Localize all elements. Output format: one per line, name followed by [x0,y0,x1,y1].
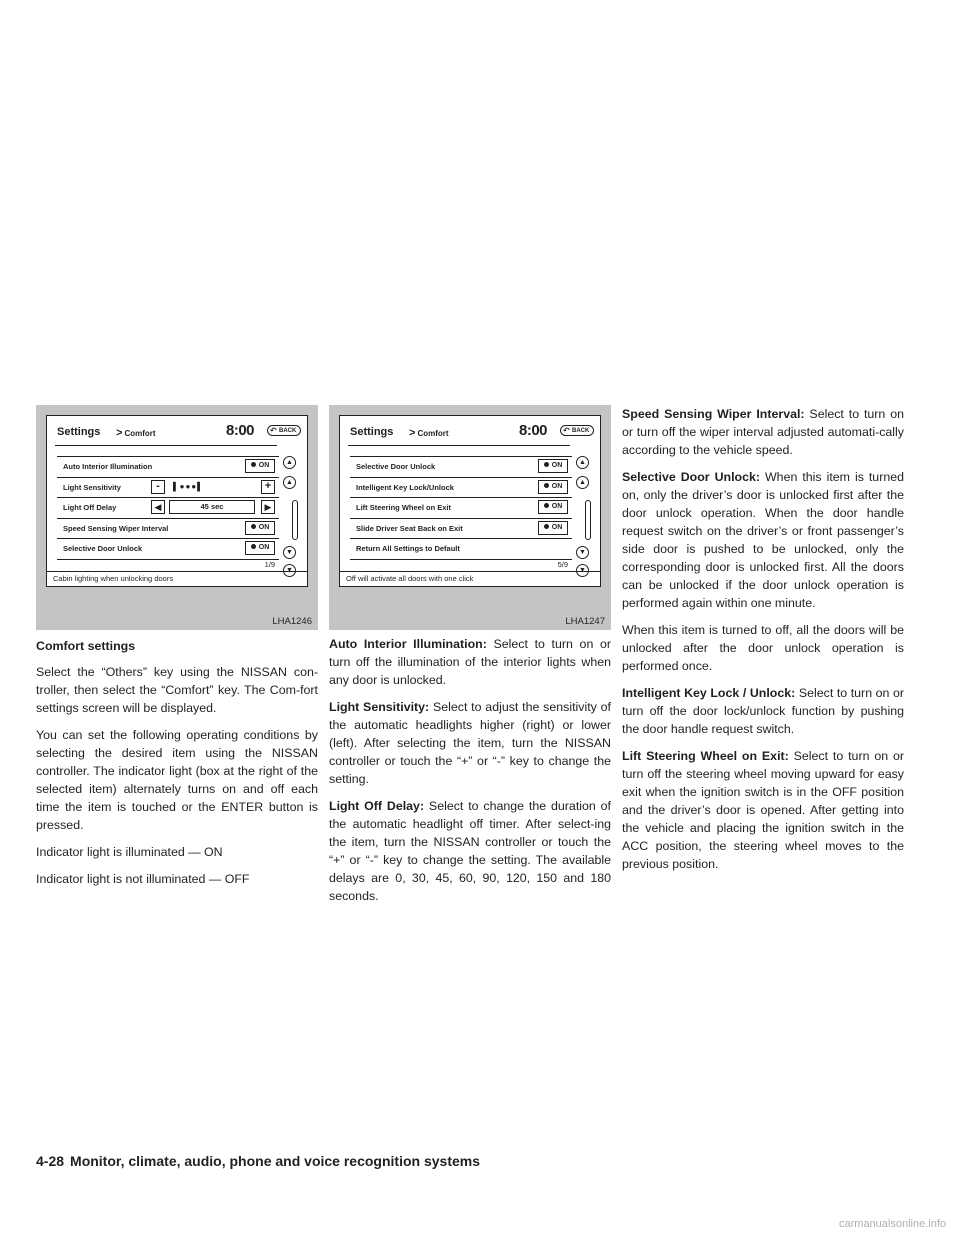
on-label: ON [551,503,563,510]
screen-header [47,416,307,444]
scroll-up-icon[interactable]: ▲ [283,476,296,489]
list-item[interactable] [350,456,572,478]
description: Select to change the duration of the automatic headlight off timer. After select-ing the item, turn the NISSAN controller or touch the “+” or “-” key to change the setting. The available delays are 0, 30, 45, 60, 90, 120, 150 and 180 seconds. [329,799,611,903]
on-indicator[interactable] [538,500,568,514]
delay-stepper [151,500,275,514]
description: When this item is turned to off, all the doors will be unlocked after the door unlock operation is performed once. [622,623,904,673]
description: Select to turn on or turn off the illumination of the interior lights when any door is unlocked. [329,637,611,687]
on-indicator[interactable] [538,480,568,494]
paragraph [622,621,904,675]
paragraph: Indicator light is not illuminated — OFF [36,872,250,886]
page-indicator: 5/9 [557,560,568,569]
on-label: ON [258,523,270,531]
minus-button[interactable]: - [151,480,165,494]
paragraph [622,468,904,612]
paragraph: Select the “Others” key using the NISSAN con-troller, then select the “Comfort” key. The Com-fort settings screen will be displayed. [36,665,318,715]
on-indicator[interactable] [538,521,568,535]
back-button[interactable] [267,425,301,436]
list-item[interactable] [57,519,279,540]
list-item-label: Selective Door Unlock [356,462,436,471]
right-text [622,405,904,873]
screen-settings-title: Settings [57,426,101,438]
paragraph: Indicator light is illuminated — ON [36,845,223,859]
scroll-top-icon[interactable]: ▲ [576,456,589,469]
breadcrumb-comfort: Comfort [124,429,156,438]
decrease-arrow-icon[interactable]: ◀ [151,500,165,514]
footer-divider [340,571,600,572]
term: Auto Interior Illumination: [329,637,487,651]
left-text [36,637,318,888]
list-item[interactable] [57,539,279,560]
delay-value: 45 sec [169,500,255,514]
term: Selective Door Unlock: [622,470,761,484]
settings-list [350,456,572,560]
paragraph [622,405,904,459]
paragraph [329,797,611,905]
list-item-label: Light Off Delay [63,503,117,512]
figure-comfort-screen-1 [36,405,318,630]
term: Light Off Delay: [329,799,425,813]
screen-hint: Off will activate all doors with one click [346,574,474,583]
scrollbar[interactable] [292,500,298,540]
list-item[interactable] [350,498,572,519]
settings-list [57,456,279,560]
list-item-label: Return All Settings to Default [356,544,460,553]
footer-divider [47,571,307,572]
on-indicator[interactable] [245,459,275,473]
screen-clock: 8:00 [226,422,255,439]
scroll-down-icon[interactable]: ▼ [576,546,589,559]
page-indicator: 1/9 [264,560,275,569]
screen-header [340,416,600,444]
header-divider [55,445,277,446]
screen-breadcrumb [409,427,449,439]
section-heading: Comfort settings [36,639,136,653]
page-number: 4-28 [36,1153,65,1169]
scrollbar[interactable] [585,500,591,540]
settings-screen [339,415,601,587]
back-label: BACK [279,428,297,434]
list-item-label: Selective Door Unlock [63,544,143,553]
scroll-controls [281,456,303,576]
breadcrumb-comfort: Comfort [417,429,449,438]
indicator-dot-icon [544,524,549,529]
list-item[interactable] [57,478,279,499]
right-column [622,405,904,882]
description: Select to turn on or turn off the wiper interval adjusted automati-cally according to the vehicle speed. [622,407,904,457]
back-arrow-icon: ↶ [270,426,277,435]
figure-comfort-screen-5 [329,405,611,630]
list-item-label: Light Sensitivity [63,482,121,492]
paragraph [622,747,904,873]
description: Select to turn on or turn off the door lock/unlock function by pushing the door handle request switch. [622,686,904,736]
screen-clock: 8:00 [519,422,548,439]
term: Light Sensitivity: [329,700,430,714]
paragraph: You can set the following operating conditions by selecting the desired item using the NISSAN controller. The indicator light (box at the right of the selected item) alternately turns on and off each time the item is touched or the ENTER button is pressed. [36,728,318,832]
scroll-controls [574,456,596,576]
figure-code: LHA1247 [565,616,605,627]
list-item[interactable] [57,456,279,478]
back-button[interactable] [560,425,594,436]
on-label: ON [258,462,270,469]
list-item[interactable] [350,478,572,499]
scroll-down-icon[interactable]: ▼ [283,546,296,559]
page-footer [36,1153,480,1169]
screen-hint: Cabin lighting when unlocking doors [53,574,174,583]
watermark: carmanualsonline.info [838,1218,946,1230]
list-item-label: Lift Steering Wheel on Exit [356,503,452,512]
indicator-dot-icon [544,483,549,488]
on-label: ON [258,544,270,551]
screen-breadcrumb [116,427,156,439]
section-title: Monitor, climate, audio, phone and voice recognition systems [70,1153,480,1169]
indicator-dot-icon [251,544,256,549]
middle-text [329,635,611,905]
description: Select to turn on or turn off the steering wheel moving upward for easy exit when the ignition switch is in the OFF position and the driver’s door is opened. After getting into the vehicle and placing the ignition switch in the ACC position, the steering wheel moves to the previous position. [622,749,904,871]
list-item-label: Slide Driver Seat Back on Exit [356,523,463,533]
sensitivity-stepper [151,480,275,494]
term: Intelligent Key Lock / Unlock: [622,686,796,700]
indicator-dot-icon [251,462,256,467]
term: Lift Steering Wheel on Exit: [622,749,789,763]
list-item-label: Auto Interior Illumination [63,462,153,471]
settings-screen [46,415,308,587]
middle-column [329,405,611,914]
header-divider [348,445,570,446]
sensitivity-level-icon: ▌●●●▌ [173,481,204,491]
indicator-dot-icon [544,503,549,508]
paragraph [622,684,904,738]
scroll-up-icon[interactable]: ▲ [576,476,589,489]
paragraph [329,635,611,689]
list-item-label: Speed Sensing Wiper Interval [63,523,169,533]
scroll-top-icon[interactable]: ▲ [283,456,296,469]
on-indicator[interactable] [245,521,275,535]
list-item-label: Intelligent Key Lock/Unlock [356,482,454,492]
on-label: ON [551,523,563,531]
breadcrumb-separator: > [116,427,123,439]
breadcrumb-separator: > [409,427,416,439]
plus-button[interactable]: + [261,480,275,494]
indicator-dot-icon [251,524,256,529]
on-label: ON [551,482,563,490]
left-column [36,405,318,897]
back-arrow-icon: ↶ [563,426,570,435]
list-item[interactable] [350,539,572,560]
paragraph [329,698,611,788]
term: Speed Sensing Wiper Interval: [622,407,805,421]
indicator-dot-icon [544,462,549,467]
list-item[interactable] [57,498,279,519]
increase-arrow-icon[interactable]: ▶ [261,500,275,514]
on-label: ON [551,462,563,469]
back-label: BACK [572,428,590,434]
on-indicator[interactable] [538,459,568,473]
screen-settings-title: Settings [350,426,394,438]
on-indicator[interactable] [245,541,275,555]
figure-code: LHA1246 [272,616,312,627]
list-item[interactable] [350,519,572,540]
description: Select to adjust the sensitivity of the automatic headlights higher (right) or lower (left). After selecting the item, turn the NISSAN controller or touch the “+” or “-” key to change the setting. [329,700,611,786]
description: When this item is turned on, only the driver’s door is unlocked first after the door unlock operation. When the door handle request switch on the driver’s or front passenger’s side door is pushed to be unlocked, only the corresponding door is unlocked first. All the doors can be unlocked if the door unlock operation is performed again within one minute. [622,470,904,610]
